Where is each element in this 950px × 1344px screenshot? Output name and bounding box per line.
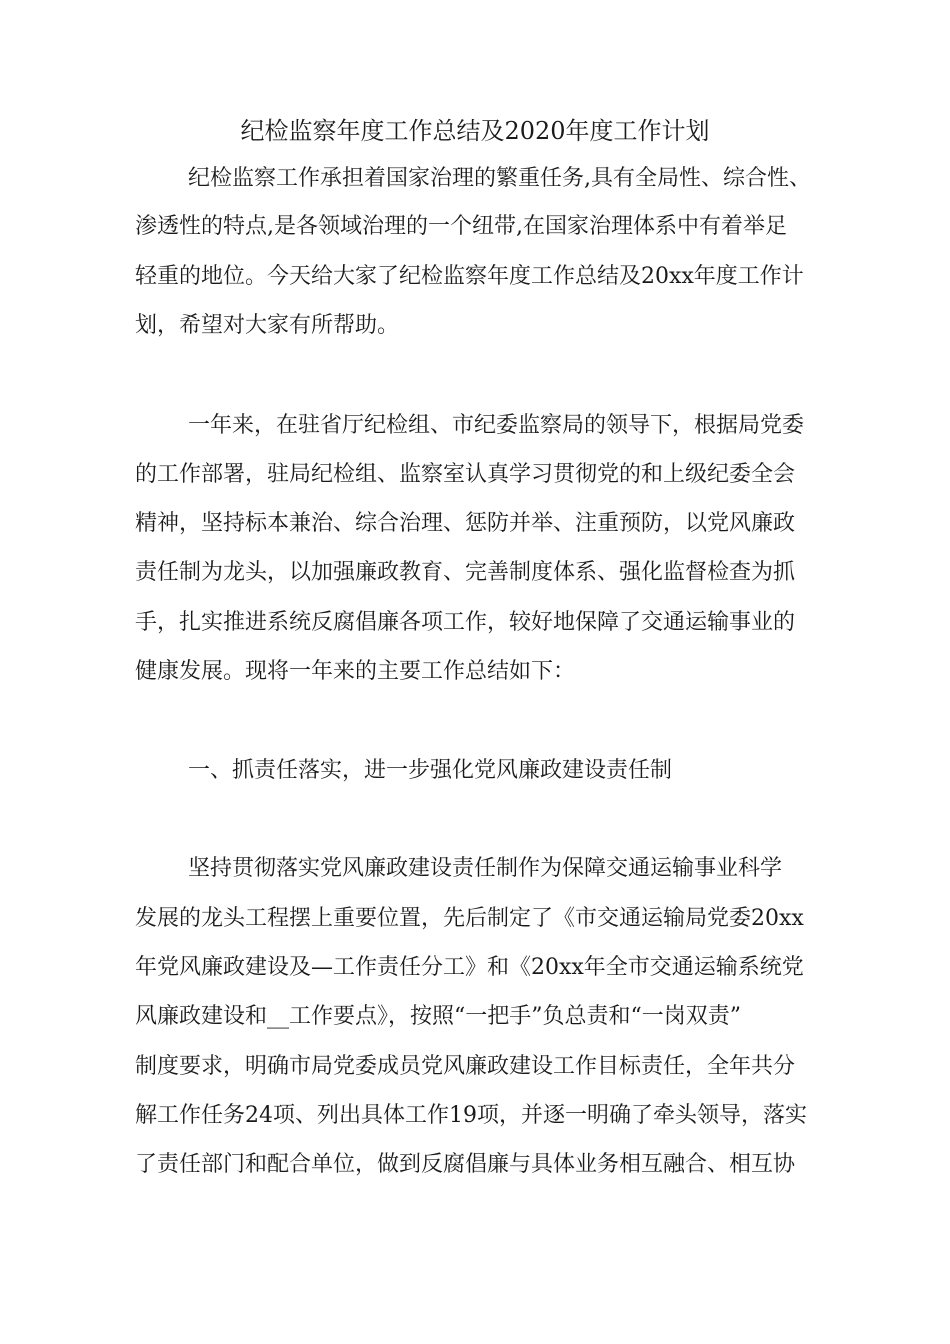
text-line: 责任制为龙头，以加强廉政教育、完善制度体系、强化监督检查为抓: [135, 560, 796, 585]
text-line: 一年来，在驻省厅纪检组、市纪委监察局的领导下，根据局党委: [188, 413, 805, 438]
text-line: 坚持贯彻落实党风廉政建设责任制作为保障交通运输事业科学: [188, 856, 783, 881]
text-line: 的工作部署，驻局纪检组、监察室认真学习贯彻党的和上级纪委全会: [135, 462, 796, 487]
text-line: 划，希望对大家有所帮助。: [135, 313, 400, 338]
text-line: 纪检监察工作承担着国家治理的繁重任务,具有全局性、综合性、: [188, 166, 811, 191]
document-title: 纪检监察年度工作总结及2020年度工作计划: [240, 117, 710, 145]
text-line: 精神，坚持标本兼治、综合治理、惩防并举、注重预防，以党风廉政: [135, 511, 796, 536]
text-line: 风廉政建设和__工作要点》，按照“一把手”负总责和“一岗双责”: [135, 1004, 741, 1029]
text-line: 制度要求，明确市局党委成员党风廉政建设工作目标责任，全年共分: [135, 1054, 796, 1079]
text-line: 手，扎实推进系统反腐倡廉各项工作，较好地保障了交通运输事业的: [135, 610, 796, 635]
text-line: 健康发展。现将一年来的主要工作总结如下：: [135, 659, 576, 684]
text-line: 解工作任务24项、列出具体工作19项，并逐一明确了牵头领导，落实: [135, 1103, 807, 1128]
section-heading: 一、抓责任落实，进一步强化党风廉政建设责任制: [188, 758, 673, 783]
text-line: 轻重的地位。今天给大家了纪检监察年度工作总结及20xx年度工作计: [135, 264, 804, 289]
text-line: 年党风廉政建设及—工作责任分工》和《20xx年全市交通运输系统党: [135, 955, 804, 980]
text-line: 发展的龙头工程摆上重要位置，先后制定了《市交通运输局党委20xx: [135, 906, 804, 931]
text-line: 渗透性的特点,是各领域治理的一个纽带,在国家治理体系中有着举足: [135, 214, 787, 239]
text-line: 了责任部门和配合单位，做到反腐倡廉与具体业务相互融合、相互协: [135, 1152, 796, 1177]
